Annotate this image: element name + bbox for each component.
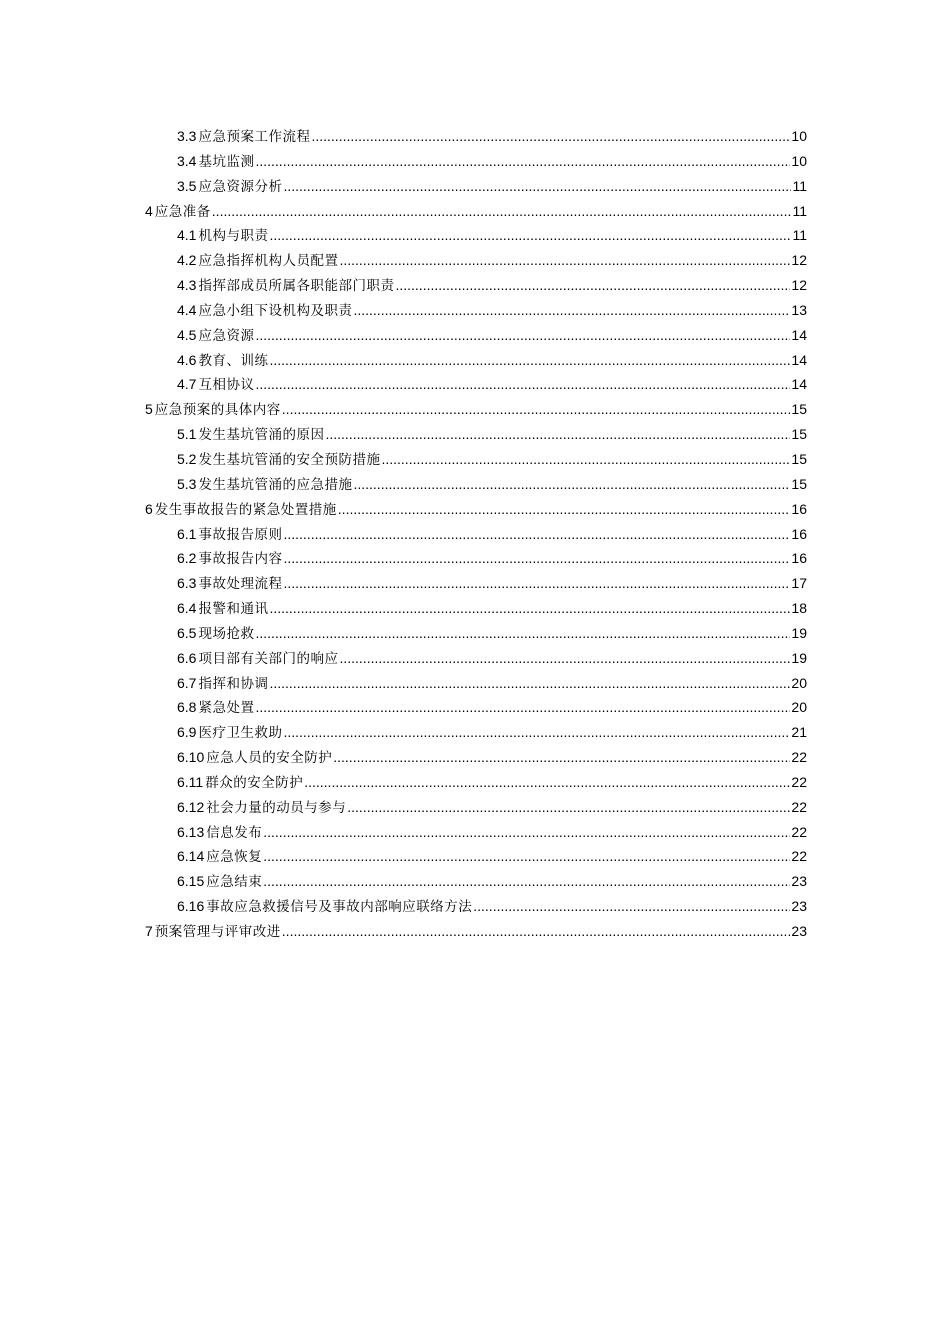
toc-entry[interactable]	[145, 472, 807, 497]
toc-entry-page-number: 14	[791, 376, 807, 393]
toc-entry[interactable]	[145, 646, 807, 671]
toc-entry-number: 6.11	[177, 773, 204, 790]
toc-dot-leader	[255, 149, 790, 174]
toc-entry-page-number: 13	[791, 301, 807, 318]
toc-dot-leader	[282, 397, 791, 422]
toc-entry-page-number: 17	[791, 575, 807, 592]
toc-entry-number: 4.2	[177, 252, 197, 269]
toc-entry-title: 事故处理流程	[198, 576, 283, 593]
toc-entry-page-number: 14	[791, 351, 807, 368]
toc-entry-number: 6.7	[177, 674, 197, 691]
toc-entry-title: 项目部有关部门的响应	[198, 650, 339, 667]
toc-entry-title: 应急指挥机构人员配置	[198, 253, 339, 270]
toc-entry[interactable]	[145, 223, 807, 248]
toc-entry[interactable]	[145, 546, 807, 571]
toc-entry-page-number: 23	[791, 923, 807, 939]
toc-entry-number: 7	[145, 923, 153, 939]
toc-entry[interactable]	[145, 397, 807, 422]
toc-dot-leader	[283, 720, 790, 745]
toc-entry-title: 信息发布	[206, 824, 263, 841]
toc-dot-leader	[311, 124, 790, 149]
toc-dot-leader	[325, 422, 790, 447]
toc-entry-page-number: 15	[791, 475, 807, 492]
toc-entry-number: 4.1	[177, 227, 197, 244]
toc-entry[interactable]	[145, 273, 807, 298]
toc-entry-page-number: 22	[791, 749, 807, 766]
toc-dot-leader	[263, 820, 790, 845]
toc-entry[interactable]	[145, 248, 807, 273]
toc-entry-title: 应急小组下设机构及职责	[198, 302, 353, 319]
toc-entry-title: 互相协议	[198, 377, 255, 394]
toc-entry-page-number: 20	[791, 674, 807, 691]
toc-dot-leader	[333, 745, 790, 770]
toc-entry[interactable]	[145, 174, 807, 199]
toc-entry-title: 发生基坑管涌的应急措施	[198, 476, 353, 493]
toc-entry-page-number: 12	[791, 277, 807, 294]
toc-entry-number: 6.15	[177, 873, 205, 890]
toc-entry-number: 6.1	[177, 525, 197, 542]
toc-entry-title: 应急恢复	[206, 849, 263, 866]
toc-dot-leader	[339, 248, 790, 273]
toc-entry-title: 机构与职责	[198, 228, 269, 245]
toc-dot-leader	[269, 671, 790, 696]
toc-dot-leader	[269, 223, 791, 248]
toc-dot-leader	[255, 323, 790, 348]
toc-dot-leader	[353, 298, 790, 323]
toc-entry-title: 医疗卫生救助	[198, 725, 283, 742]
toc-entry-number: 4	[145, 202, 153, 219]
toc-dot-leader	[283, 522, 790, 547]
toc-entry[interactable]	[145, 720, 807, 745]
toc-entry-number: 6.5	[177, 624, 197, 641]
toc-entry[interactable]	[145, 671, 807, 696]
toc-entry[interactable]	[145, 919, 807, 944]
toc-entry[interactable]	[145, 149, 807, 174]
toc-entry-page-number: 20	[791, 699, 807, 716]
toc-entry-page-number: 15	[791, 401, 807, 418]
toc-entry-title: 应急人员的安全防护	[206, 750, 333, 767]
toc-entry-number: 6.16	[177, 898, 205, 915]
toc-entry-number: 6	[145, 500, 153, 517]
toc-entry-page-number: 23	[791, 898, 807, 915]
toc-entry[interactable]	[145, 869, 807, 894]
toc-entry-number: 4.6	[177, 351, 197, 368]
toc-dot-leader	[339, 646, 790, 671]
toc-entry-title: 应急资源	[198, 327, 255, 344]
toc-entry-number: 6.8	[177, 699, 197, 716]
toc-dot-leader	[269, 596, 790, 621]
toc-dot-leader	[381, 447, 790, 472]
toc-entry-number: 5.2	[177, 450, 197, 467]
toc-entry-number: 6.2	[177, 550, 197, 567]
toc-entry-title: 预案管理与评审改进	[154, 924, 281, 940]
toc-dot-leader	[338, 497, 791, 522]
toc-entry-page-number: 10	[791, 152, 807, 169]
toc-entry[interactable]	[145, 571, 807, 596]
toc-entry-page-number: 14	[791, 326, 807, 343]
toc-entry-title: 紧急处置	[198, 700, 255, 717]
toc-entry-title: 指挥部成员所属各职能部门职责	[198, 278, 395, 295]
toc-entry[interactable]	[145, 695, 807, 720]
toc-entry[interactable]	[145, 199, 807, 224]
toc-entry-title: 事故报告内容	[198, 551, 283, 568]
toc-dot-leader	[347, 795, 790, 820]
toc-entry-number: 6.12	[177, 798, 205, 815]
toc-entry-number: 6.10	[177, 749, 205, 766]
toc-entry-page-number: 11	[792, 177, 807, 194]
toc-entry-title: 事故报告原则	[198, 526, 283, 543]
toc-dot-leader	[283, 571, 790, 596]
toc-entry-title: 教育、训练	[198, 352, 269, 369]
toc-entry-number: 3.4	[177, 152, 197, 169]
toc-entry-page-number: 10	[791, 128, 807, 144]
toc-entry[interactable]	[145, 844, 807, 869]
toc-dot-leader	[395, 273, 790, 298]
toc-entry-page-number: 22	[791, 773, 807, 790]
toc-entry[interactable]	[145, 522, 807, 547]
toc-entry-title: 应急资源分析	[198, 178, 283, 195]
toc-entry-number: 6.4	[177, 600, 197, 617]
toc-dot-leader	[263, 844, 790, 869]
toc-entry-number: 3.5	[177, 177, 197, 194]
toc-entry-page-number: 21	[791, 724, 807, 741]
toc-entry[interactable]	[145, 422, 807, 447]
toc-entry-number: 4.5	[177, 326, 197, 343]
toc-entry[interactable]	[145, 497, 807, 522]
toc-dot-leader	[255, 695, 790, 720]
toc-entry-title: 报警和通讯	[198, 601, 269, 618]
toc-dot-leader	[283, 174, 791, 199]
toc-entry[interactable]	[145, 372, 807, 397]
toc-entry[interactable]	[145, 447, 807, 472]
toc-dot-leader	[255, 621, 790, 646]
toc-entry-title: 发生基坑管涌的安全预防措施	[198, 451, 381, 468]
toc-entry[interactable]	[145, 894, 807, 919]
toc-entry-number: 4.4	[177, 301, 197, 318]
toc-entry-page-number: 18	[791, 600, 807, 617]
toc-entry-title: 事故应急救援信号及事故内部响应联络方法	[206, 899, 473, 916]
toc-entry-page-number: 15	[791, 426, 807, 443]
toc-entry-number: 6.14	[177, 848, 205, 865]
toc-dot-leader	[353, 472, 790, 497]
toc-entry-number: 6.9	[177, 724, 197, 741]
toc-entry-page-number: 16	[791, 550, 807, 567]
toc-entry-number: 4.3	[177, 277, 197, 294]
toc-entry-page-number: 23	[791, 873, 807, 890]
toc-entry-title: 发生基坑管涌的原因	[198, 427, 325, 444]
toc-entry-number: 5.3	[177, 475, 197, 492]
toc-entry-page-number: 19	[791, 649, 807, 666]
toc-entry-title: 应急预案的具体内容	[154, 402, 281, 419]
toc-dot-leader	[304, 770, 790, 795]
toc-entry-page-number: 22	[791, 823, 807, 840]
toc-entry-title: 应急预案工作流程	[198, 129, 311, 145]
toc-dot-leader	[473, 894, 790, 919]
table-of-contents	[145, 124, 807, 944]
toc-entry-title: 指挥和协调	[198, 675, 269, 692]
toc-entry-number: 6.6	[177, 649, 197, 666]
toc-entry-title: 发生事故报告的紧急处置措施	[154, 501, 337, 518]
toc-entry[interactable]	[145, 298, 807, 323]
toc-entry-page-number: 12	[791, 252, 807, 269]
toc-dot-leader	[212, 199, 792, 224]
toc-entry[interactable]	[145, 745, 807, 770]
toc-entry[interactable]	[145, 621, 807, 646]
toc-entry-page-number: 22	[791, 848, 807, 865]
toc-entry-title: 基坑监测	[198, 153, 255, 170]
toc-dot-leader	[282, 919, 791, 944]
toc-entry[interactable]	[145, 348, 807, 373]
toc-entry[interactable]	[145, 820, 807, 845]
toc-entry-page-number: 19	[791, 624, 807, 641]
toc-entry-number: 5.1	[177, 426, 197, 443]
toc-entry-page-number: 22	[791, 798, 807, 815]
toc-entry-title: 社会力量的动员与参与	[206, 799, 347, 816]
toc-entry-number: 6.3	[177, 575, 197, 592]
toc-entry-page-number: 16	[791, 500, 807, 517]
toc-entry-number: 4.7	[177, 376, 197, 393]
toc-entry-number: 5	[145, 401, 153, 418]
toc-entry-page-number: 11	[792, 202, 807, 219]
toc-dot-leader	[283, 546, 790, 571]
toc-entry[interactable]	[145, 770, 807, 795]
toc-dot-leader	[269, 348, 790, 373]
toc-entry-page-number: 16	[791, 525, 807, 542]
toc-dot-leader	[263, 869, 790, 894]
toc-entry[interactable]	[145, 323, 807, 348]
toc-entry-page-number: 11	[792, 227, 807, 244]
toc-entry-title: 应急结束	[206, 874, 263, 891]
toc-entry-title: 现场抢救	[198, 625, 255, 642]
toc-entry-title: 应急准备	[154, 203, 211, 220]
toc-entry-number: 3.3	[177, 128, 197, 144]
toc-entry-title: 群众的安全防护	[205, 774, 304, 791]
toc-entry[interactable]	[145, 596, 807, 621]
toc-entry-page-number: 15	[791, 450, 807, 467]
toc-entry[interactable]	[145, 795, 807, 820]
toc-entry-number: 6.13	[177, 823, 205, 840]
toc-dot-leader	[255, 372, 790, 397]
toc-entry[interactable]	[145, 124, 807, 149]
